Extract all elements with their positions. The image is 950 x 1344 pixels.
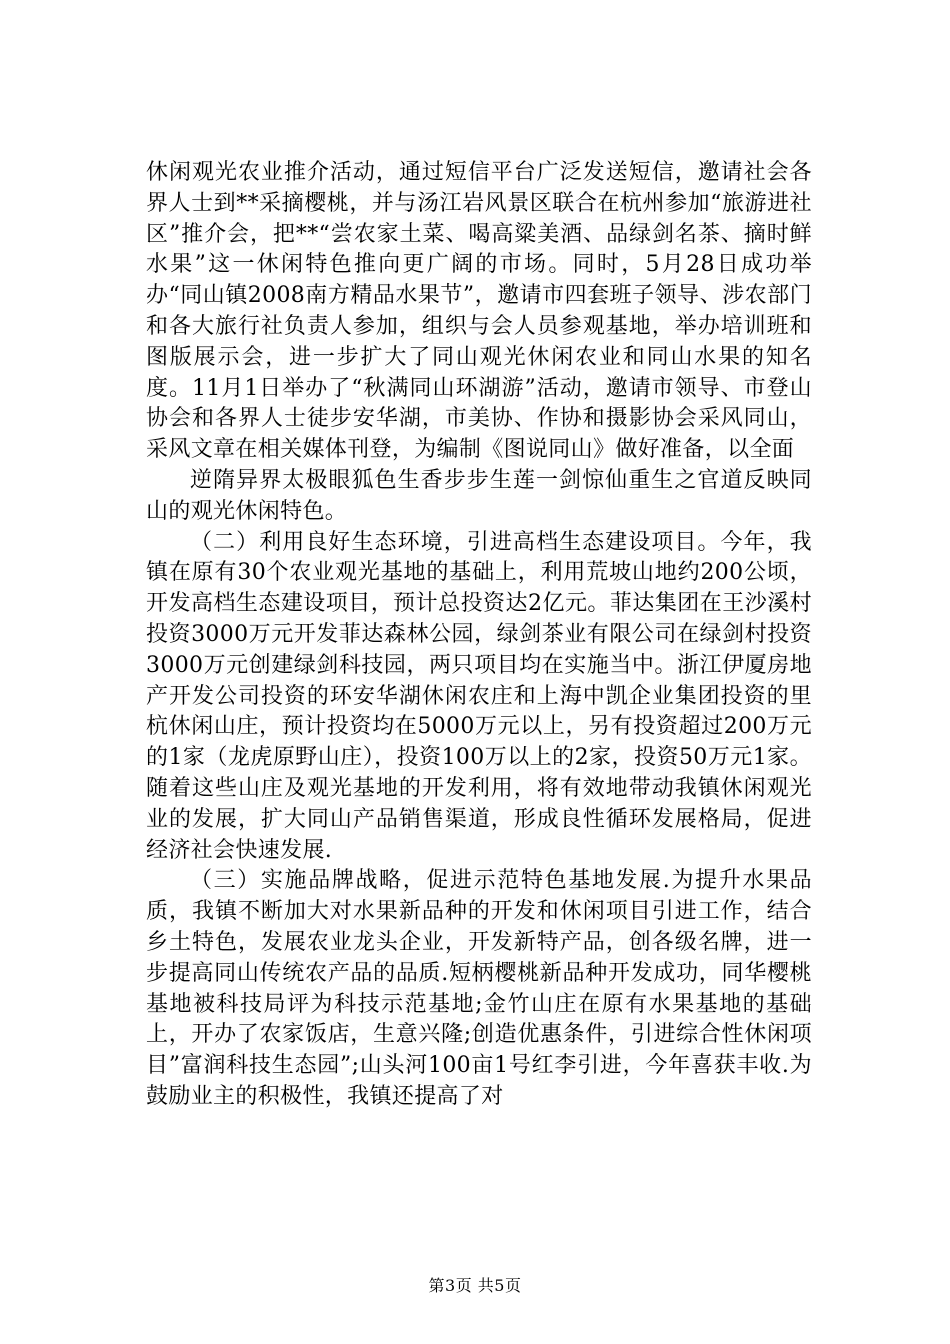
paragraph-inserted-text: 逆隋异界太极眼狐色生香步步生莲一剑惊仙重生之官道反映同山的观光休闲特色。: [146, 467, 812, 524]
paragraph-continuation: 休闲观光农业推介活动，通过短信平台广泛发送短信，邀请社会各界人士到**采摘樱桃，并与汤江岩风景区联合在杭州参加“旅游进社区”推介会，把**“尝农家土菜、喝高粱美酒、品绿剑名茶、摘时鲜水果”这一休闲特色推向更广阔的市场。同时，5月28日成功举办“同山镇2008南方精品水果节”，邀请市四套班子领导、涉农部门和各大旅行社负责人参加，组织与会人员参观基地，举办培训班和图版展示会，进一步扩大了同山观光休闲农业和同山水果的知名度。11月1日举办了“秋满同山环湖游”活动，邀请市领导、市登山协会和各界人士徒步安华湖，市美协、作协和摄影协会采风同山，采风文章在相关媒体刊登，为编制《图说同山》做好准备，以全面: [146, 160, 812, 463]
page-number-footer: 第3页 共5页: [428, 1276, 522, 1295]
paragraph-section-3: （三）实施品牌战略，促进示范特色基地发展.为提升水果品质，我镇不断加大对水果新品种的开发和休闲项目引进工作，结合乡土特色，发展农业龙头企业，开发新特产品，创各级名牌，进一步提高同山传统农产品的品质.短柄樱桃新品种开发成功，同华樱桃基地被科技局评为科技示范基地;金竹山庄在原有水果基地的基础上，开办了农家饭店，生意兴隆;创造优惠条件，引进综合性休闲项目”富润科技生态园”;山头河100亩1号红李引进，今年喜获丰收.为鼓励业主的积极性，我镇还提高了对: [146, 868, 812, 1109]
paragraph-section-2: （二）利用良好生态环境，引进高档生态建设项目。今年，我镇在原有30个农业观光基地的基础上，利用荒坡山地约200公顷，开发高档生态建设项目，预计总投资达2亿元。菲达集团在王沙溪村投资3000万元开发菲达森林公园，绿剑茶业有限公司在绿剑村投资3000万元创建绿剑科技园，两只项目均在实施当中。浙江伊厦房地产开发公司投资的环安华湖休闲农庄和上海中凯企业集团投资的里杭休闲山庄，预计投资均在5000万元以上，另有投资超过200万元的1家（龙虎原野山庄），投资100万以上的2家，投资50万元1家。随着这些山庄及观光基地的开发利用，将有效地带动我镇休闲观光业的发展，扩大同山产品销售渠道，形成良性循环发展格局，促进经济社会快速发展.: [146, 529, 812, 863]
document-body: [146, 158, 812, 1113]
